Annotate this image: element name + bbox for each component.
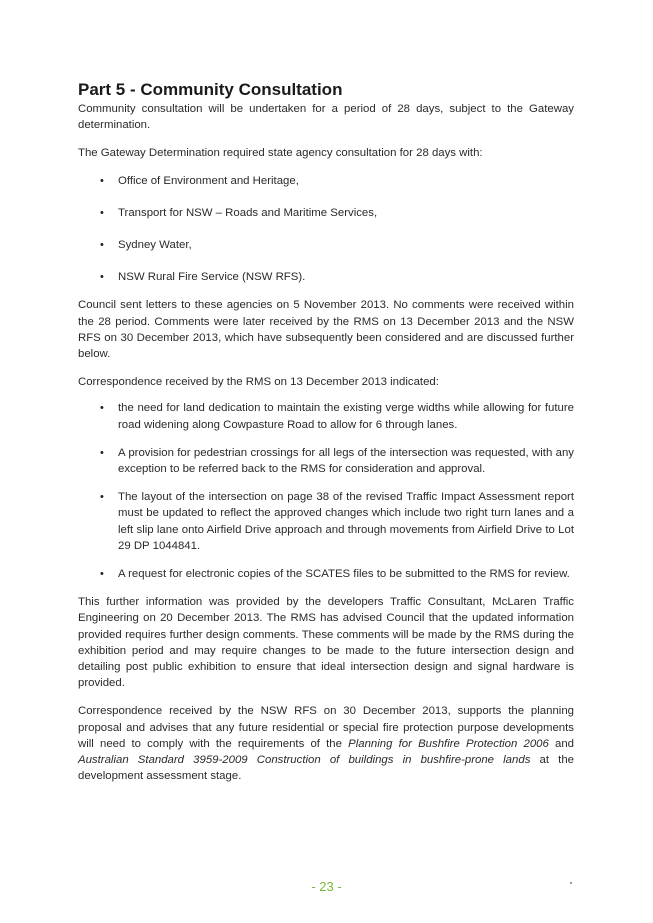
council-letters-paragraph: Council sent letters to these agencies on 5 November 2013. No comments were received within the 28 period. Comments were later received by the RMS on 13 December 2013 and the NSW RFS on 30 December 2013, which have subsequently been considered and are discussed further below.	[78, 299, 574, 361]
document-page	[78, 80, 574, 785]
bullet-icon: •	[100, 568, 104, 581]
bullet-icon: •	[100, 174, 104, 187]
rms-points-list	[78, 400, 574, 582]
rms-intro-paragraph: Correspondence received by the RMS on 13 December 2013 indicated:	[78, 376, 439, 389]
bullet-icon: •	[100, 206, 104, 219]
list-item: • A provision for pedestrian crossings for all legs of the intersection was requested, with any exception to be referred back to the RMS for consideration and approval.	[100, 446, 574, 476]
list-item: • the need for land dedication to maintain the existing verge widths while allowing for future road widening along Cowpasture Road to allow for 6 through lanes.	[100, 402, 574, 431]
traffic-info-paragraph: This further information was provided by the developers Traffic Consultant, McLaren Traffic Engineering on 20 December 2013. The RMS has advised Council that the updated information provided requires further design comments. These comments will be made by the RMS during the exhibition period and may require changes to be made to the future intersection design and detailing post public exhibition to ensure that ideal intersection design and signal hardware is provided.	[78, 596, 574, 690]
page-number: - 23 -	[311, 879, 342, 894]
bullet-icon: •	[100, 491, 104, 504]
rfs-paragraph: Correspondence received by the NSW RFS on 30 December 2013, supports the planning proposal and advises that any future residential or special fire protection purpose developments will need to comply with the requirements of the Planning for Bushfire Protection 2006 and Australian Standard 3959-2009 Construction of buildings in bushfire-prone lands at the development assessment stage.	[78, 705, 574, 783]
agency-list	[78, 173, 574, 286]
list-item: • Office of Environment and Heritage,	[78, 173, 574, 189]
bullet-icon: •	[100, 271, 104, 284]
page-mark	[570, 882, 572, 884]
publication-title: Planning for Bushfire Protection 2006	[348, 737, 549, 750]
list-item: • Sydney Water,	[78, 237, 574, 253]
intro-paragraph: Community consultation will be undertaken for a period of 28 days, subject to the Gateway determination.	[78, 103, 574, 132]
list-item: • Transport for NSW – Roads and Maritime Services,	[78, 205, 574, 221]
section-heading: Part 5 - Community Consultation	[78, 80, 343, 99]
gateway-intro-paragraph: The Gateway Determination required state agency consultation for 28 days with:	[78, 147, 483, 160]
list-item: • The layout of the intersection on page 38 of the revised Traffic Impact Assessment report must be updated to reflect the approved changes which include two right turn lanes and a left slip lane onto Airfield Drive approach and through movements from Airfield Drive to Lot 29 DP 1044841.	[100, 491, 574, 552]
bullet-icon: •	[100, 402, 104, 415]
list-item: • NSW Rural Fire Service (NSW RFS).	[78, 269, 574, 285]
bullet-icon: •	[100, 446, 104, 459]
standard-title: Australian Standard 3959-2009 Construction of buildings in bushfire-prone lands	[78, 754, 531, 767]
list-item: • A request for electronic copies of the SCATES files to be submitted to the RMS for review.	[78, 566, 574, 582]
bullet-icon: •	[100, 239, 104, 252]
